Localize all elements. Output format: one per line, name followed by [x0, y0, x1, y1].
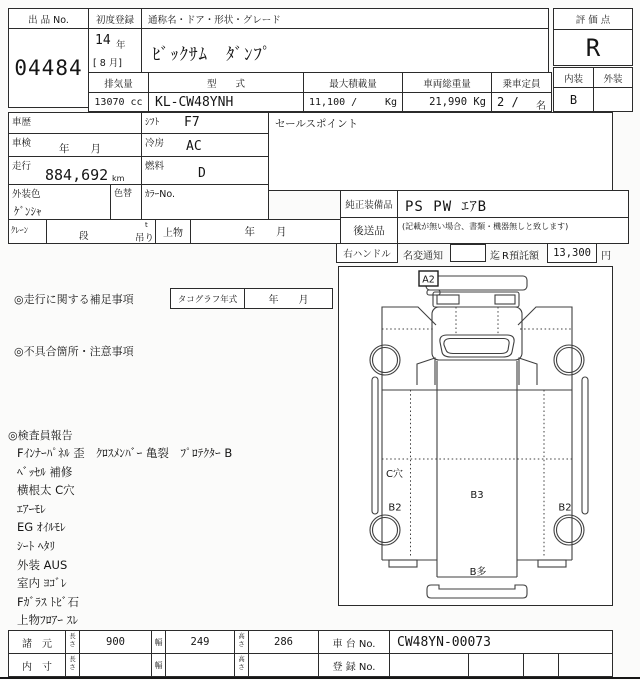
- gross-weight: 21,990 Kg: [429, 96, 486, 108]
- interior-score-value: B: [569, 92, 578, 107]
- inspector-heading: ◎検査員報告: [8, 429, 73, 442]
- length-value: 900: [106, 636, 125, 648]
- score-header: [553, 8, 633, 30]
- name-change-label: 名変通知: [403, 251, 443, 262]
- report-line: 上物ﾌﾛｱｰ ｽﾚ: [17, 613, 79, 628]
- crane-cell: [8, 219, 47, 244]
- first-reg-value: [88, 28, 142, 73]
- spec-label: 諸 元: [22, 638, 52, 650]
- mirror-left: [437, 295, 459, 304]
- damage-marker-c-hole: C穴: [386, 469, 403, 480]
- inner-length-value-cell: [79, 653, 152, 677]
- first-reg-header: [88, 8, 142, 29]
- payload-unit: Kg: [384, 97, 397, 108]
- genuine-equipment-value: [397, 190, 629, 218]
- history-label: 車歴: [12, 117, 32, 128]
- model-header: [148, 72, 304, 93]
- genuine-equipment-header: [340, 190, 398, 218]
- width-label-cell: [151, 630, 166, 654]
- deposit-label: R預託額: [502, 251, 539, 262]
- shift-cell: [141, 112, 269, 134]
- run-note-heading: ◎走行に関する補足事項: [14, 293, 134, 306]
- width-value: 249: [190, 636, 210, 648]
- score-label: 評 価 点: [575, 15, 611, 26]
- interior-label: 内装: [563, 73, 583, 85]
- mileage-label: 走行: [12, 161, 32, 172]
- reg-no-label: 登 録 No.: [332, 661, 376, 673]
- lot-no-header: [8, 8, 89, 29]
- color-cell: [8, 184, 111, 220]
- cooling-value: AC: [186, 139, 202, 154]
- displacement-header: [88, 72, 149, 93]
- reg-no-header: [318, 653, 390, 677]
- model-label: 型 式: [206, 78, 245, 90]
- cooling-cell: [141, 133, 269, 157]
- damage-marker-b2-right: B2: [558, 502, 572, 514]
- seats-unit: 名: [536, 101, 546, 112]
- inner-height-value-cell: [248, 653, 319, 677]
- shift-label: ｼﾌﾄ: [145, 117, 160, 128]
- tacho-value: 年 月: [268, 295, 309, 306]
- inner-height-label: 高さ: [238, 655, 245, 671]
- height-value-cell: [248, 630, 319, 654]
- left-mudflap: [389, 560, 417, 567]
- length-label-cell: [65, 630, 80, 654]
- first-reg-year: 14: [95, 33, 111, 48]
- score: R: [585, 33, 601, 62]
- damage-marker-b2-left: B2: [388, 502, 402, 514]
- left-side-rail: [372, 377, 378, 514]
- damage-marker-a2: A2: [422, 274, 435, 286]
- model-value: [148, 92, 304, 112]
- right-side-rail: [582, 377, 588, 514]
- tacho-header: [170, 288, 245, 309]
- model-code: KL-CW48YNH: [155, 95, 234, 110]
- yen-label: 円: [601, 251, 611, 262]
- later-items-note-box: [397, 217, 629, 244]
- recolor-cell: [110, 184, 142, 220]
- length-value-cell: [79, 630, 152, 654]
- damage-marker-b3: B3: [470, 490, 484, 501]
- body-date-cell: [190, 219, 341, 244]
- recolor-label: 色替: [114, 189, 133, 199]
- spec-row-header: [8, 630, 66, 654]
- displacement: 13070 cc: [94, 96, 143, 108]
- mileage-cell: [8, 156, 142, 185]
- displacement-value: [88, 92, 149, 112]
- crane-value-cell: [46, 219, 156, 244]
- damage-marker-b-many: B多: [469, 567, 487, 578]
- later-items-header: [340, 217, 398, 244]
- reg-no-divider: [558, 654, 559, 676]
- chassis-no-label: 車 台 No.: [332, 638, 376, 650]
- right-step: [519, 358, 537, 385]
- payload-label: 最大積載量: [329, 78, 377, 90]
- displacement-label: 排気量: [104, 78, 133, 90]
- steering-label: 右ハンドル: [343, 249, 391, 260]
- name-change-field: [450, 244, 486, 262]
- report-line: 外装 AUS: [17, 557, 68, 572]
- truck-diagram: [339, 267, 612, 605]
- crane-label: ｸﾚｰﾝ: [11, 226, 29, 236]
- fuel-cell: [141, 156, 269, 185]
- score-value: [553, 29, 633, 66]
- chassis-no-header: [318, 630, 390, 654]
- reg-no-divider: [468, 654, 469, 676]
- mirror-panel: [433, 292, 519, 307]
- body-date: 年 月: [244, 226, 287, 238]
- vehicle-name-header: [141, 8, 549, 29]
- first-reg-year-suffix: 年: [116, 40, 126, 51]
- length-label: 長さ: [69, 632, 76, 648]
- exterior-label: 外装: [603, 73, 623, 85]
- interior-score: [553, 87, 594, 112]
- deposit-value-box: [547, 243, 597, 263]
- reg-no-value: [389, 653, 613, 677]
- cab-body: [432, 307, 522, 360]
- rear-left-wheel: [370, 515, 400, 545]
- later-items-note: (記載が無い場合、書類・機器無しと致します): [402, 222, 569, 231]
- chassis-no-value: [389, 630, 613, 654]
- inner-width-label-cell: [151, 653, 166, 677]
- report-line: Fｶﾞﾗｽ ﾄﾋﾞ石: [17, 594, 80, 609]
- shaken-value: 年 月: [59, 143, 101, 155]
- fuel-value: D: [198, 166, 206, 181]
- report-line: 室内 ﾖｺﾞﾚ: [17, 576, 67, 591]
- payload: 11,100 /: [309, 97, 358, 108]
- rear-right-wheel: [554, 515, 584, 545]
- gross-weight-value: [402, 92, 492, 112]
- height-value: 286: [274, 636, 293, 648]
- payload-value: [303, 92, 403, 112]
- sales-point-box: [268, 112, 613, 191]
- shaken-label: 車検: [12, 138, 32, 149]
- crane-step: 段: [79, 231, 89, 242]
- inner-length-label: 長さ: [69, 655, 76, 671]
- seats-label: 乗車定員: [502, 78, 541, 90]
- sales-point-label: セールスポイント: [275, 118, 359, 130]
- crane-ton: t: [145, 221, 148, 229]
- crane-lift: 吊り: [135, 233, 155, 244]
- history-cell: [8, 112, 142, 134]
- exterior-header: [593, 67, 633, 88]
- exterior-score: [593, 87, 633, 112]
- gross-weight-label: 車両総重量: [423, 78, 471, 90]
- front-right-wheel: [554, 345, 584, 375]
- vehicle-name-label: 通称名・ドア・形状・グレード: [148, 15, 281, 26]
- reg-no-divider: [523, 654, 524, 676]
- lot-no: 04484: [14, 56, 83, 80]
- inspector-report: [17, 444, 337, 630]
- width-value-cell: [165, 630, 235, 654]
- shift-value: F7: [184, 115, 200, 130]
- inner-row-header: [8, 653, 66, 677]
- chassis-no: CW48YN-00073: [397, 635, 491, 650]
- report-line: EG ｵｲﾙﾓﾚ: [17, 520, 66, 535]
- color-label: 外装色: [12, 189, 41, 200]
- mileage-value: 884,692: [45, 166, 109, 184]
- shaken-cell: [8, 133, 142, 157]
- tacho-label: タコグラフ年式: [177, 294, 238, 305]
- vehicle-name: ﾋﾞｯｸｻﾑ ﾀﾞﾝﾌﾟ: [152, 45, 272, 65]
- body-label: 上物: [163, 228, 183, 239]
- report-line: ﾍﾞｯｾﾙ 補修: [17, 464, 73, 479]
- cab-roof-bar: [426, 276, 527, 290]
- inner-length-label-cell: [65, 653, 80, 677]
- lot-no-value: [8, 28, 89, 108]
- defect-heading: ◎不具合箇所・注意事項: [14, 345, 134, 358]
- inner-width-label: 幅: [154, 660, 163, 670]
- tacho-value-cell: [244, 288, 333, 309]
- genuine-equipment-label: 純正装備品: [345, 200, 393, 211]
- front-left-wheel: [370, 345, 400, 375]
- windshield-inner: [444, 339, 509, 354]
- body-cell: [155, 219, 191, 244]
- vehicle-name-value: [141, 28, 549, 73]
- mirror-right: [495, 295, 515, 304]
- inner-width-value-cell: [165, 653, 235, 677]
- report-line: Fｲﾝﾅｰﾊﾟﾈﾙ 歪 ｸﾛｽﾒﾝﾊﾞｰ 亀裂 ﾌﾟﾛﾃｸﾀｰ B: [17, 446, 233, 460]
- fuel-label: 燃料: [145, 161, 165, 172]
- payload-header: [303, 72, 403, 93]
- color-no-cell: [141, 184, 269, 220]
- inner-label: 内 寸: [22, 661, 52, 673]
- width-label: 幅: [154, 637, 163, 647]
- right-body-outline: [518, 307, 572, 560]
- right-mudflap: [538, 560, 566, 567]
- cooling-label: 冷房: [145, 138, 165, 149]
- first-reg-label: 初度登録: [95, 14, 134, 26]
- seats: 2 /: [497, 95, 519, 109]
- later-items-label: 後送品: [353, 225, 385, 237]
- until-label: 迄: [490, 251, 500, 262]
- report-line: 横根太 C穴: [17, 483, 75, 498]
- genuine-equipment: PS PW ｴｱB: [405, 199, 488, 215]
- deposit-value: 13,300: [553, 247, 591, 259]
- gross-weight-header: [402, 72, 492, 93]
- seats-value: [491, 92, 552, 112]
- height-label: 高さ: [238, 632, 245, 648]
- first-reg-month: [ 8 月]: [93, 58, 122, 69]
- height-label-cell: [234, 630, 249, 654]
- seats-header: [491, 72, 552, 93]
- rear-bumper: [427, 585, 527, 598]
- left-body-outline: [382, 307, 436, 560]
- report-line: ｼｰﾄ ﾍﾀﾘ: [17, 538, 56, 553]
- lot-no-label: 出 品 No.: [28, 14, 69, 26]
- left-step: [417, 358, 435, 385]
- report-line: ｴｱｰﾓﾚ: [17, 501, 46, 516]
- inner-height-label-cell: [234, 653, 249, 677]
- bottom-rule: [0, 677, 640, 679]
- mileage-unit: km: [112, 174, 125, 183]
- damage-diagram-box: [338, 266, 613, 606]
- steering-box: [336, 243, 398, 263]
- interior-header: [553, 67, 594, 88]
- color-no-label: ｶﾗｰNo.: [145, 189, 176, 200]
- color-value: ｹﾞﾝｼｬ: [14, 205, 42, 218]
